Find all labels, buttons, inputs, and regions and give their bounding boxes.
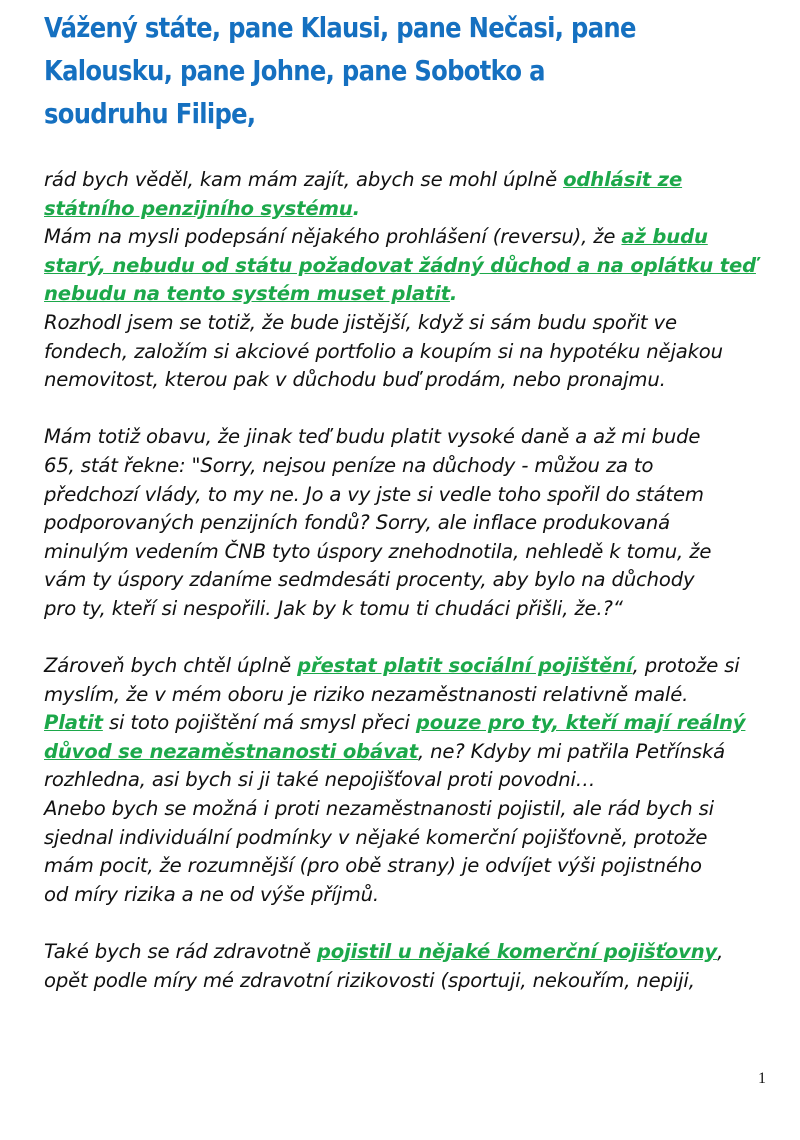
text: , protože si [632,654,740,678]
salutation-line-2: Kalousku, pane Johne, pane Sobotko a [44,55,545,87]
paragraph-1 [44,166,764,395]
text: sjednal individuální podmínky v nějaké komerční pojišťovně, protože [44,825,708,849]
highlight-only-for-those: pouze pro ty, kteří mají reálný [415,711,746,735]
highlight-reason-fear: důvod se nezaměstnanosti obávat [44,739,418,763]
salutation-line-1: Vážený státe, pane Klausi, pane Nečasi, pane [44,12,636,44]
text: minulým vedením ČNB tyto úspory znehodnotila, nehledě k tomu, že [44,539,712,563]
text: , [717,940,724,964]
highlight-commercial-insurer: pojistil u nějaké komerční pojišťovny [316,940,718,964]
text: fondech, založím si akciové portfolio a koupím si na hypotéku nějakou [44,339,723,363]
text: od míry rizika a ne od výše příjmů. [44,882,380,906]
paragraph-gap [44,909,764,938]
text: Mám totiž obavu, že jinak teď budu platit vysoké daně a až mi bude [44,425,701,449]
text: 65, stát řekne: "Sorry, nejsou peníze na důchody - můžou za to [44,453,654,477]
highlight-period: . [352,196,360,220]
highlight-no-pension: starý, nebudu od státu požadovat žádný důchod a na oplátku teď [44,253,756,277]
highlight-when-old: až budu [621,225,708,249]
highlight-opt-out: odhlásit ze [563,168,683,191]
paragraph-2 [44,423,764,623]
text: předchozí vlády, to my ne. Jo a vy jste si vedle toho spořil do státem [44,482,704,506]
letter-body [44,166,764,995]
salutation-line-3: soudruhu Filipe, [44,98,256,130]
text: pro ty, kteří si nespořili. Jak by k tomu ti chudáci přišli, že.?“ [44,596,623,620]
page-number: 1 [758,1070,766,1087]
highlight-period: . [449,282,458,306]
letter-salutation [44,7,750,136]
text: Také bych se rád zdravotně [44,940,317,964]
paragraph-3 [44,652,764,909]
text: si toto pojištění má smysl přeci [102,711,416,735]
text: rád bych věděl, kam mám zajít, abych se mohl úplně [44,168,564,191]
text: opět podle míry mé zdravotní rizikovosti (sportuji, nekouřím, nepiji, [44,968,695,992]
text: mám pocit, že rozumnější (pro obě strany) je odvíjet výši pojistného [44,854,702,878]
text: Rozhodl jsem se totiž, že bude jistější, když si sám budu spořit ve [44,310,677,334]
paragraph-gap [44,624,764,653]
highlight-state-pension: státního penzijního systému [44,196,353,220]
text: , ne? Kdyby mi patřila Petřínská [418,739,725,763]
text: Anebo bych se možná i proti nezaměstnanosti pojistil, ale rád bych si [44,797,714,821]
text: vám ty úspory zdaníme sedmdesáti procenty, aby bylo na důchody [44,568,695,592]
paragraph-gap [44,395,764,424]
text: rozhledna, asi bych si ji také nepojišťoval proti povodni… [44,768,596,792]
highlight-stop-social-insurance: přestat platit sociální pojištění [297,654,633,678]
paragraph-4 [44,938,764,995]
text: podporovaných penzijních fondů? Sorry, ale inflace produkovaná [44,511,670,535]
text: myslím, že v mém oboru je riziko nezaměstnanosti relativně malé. [44,682,689,706]
text: nemovitost, kterou pak v důchodu buď prodám, nebo pronajmu. [44,368,666,392]
text: Zároveň bych chtěl úplně [44,654,298,678]
text: Mám na mysli podepsání nějakého prohlášení (reversu), že [44,225,622,249]
highlight-not-pay: nebudu na tento systém muset platit [44,282,450,306]
highlight-platit: Platit [44,711,103,735]
